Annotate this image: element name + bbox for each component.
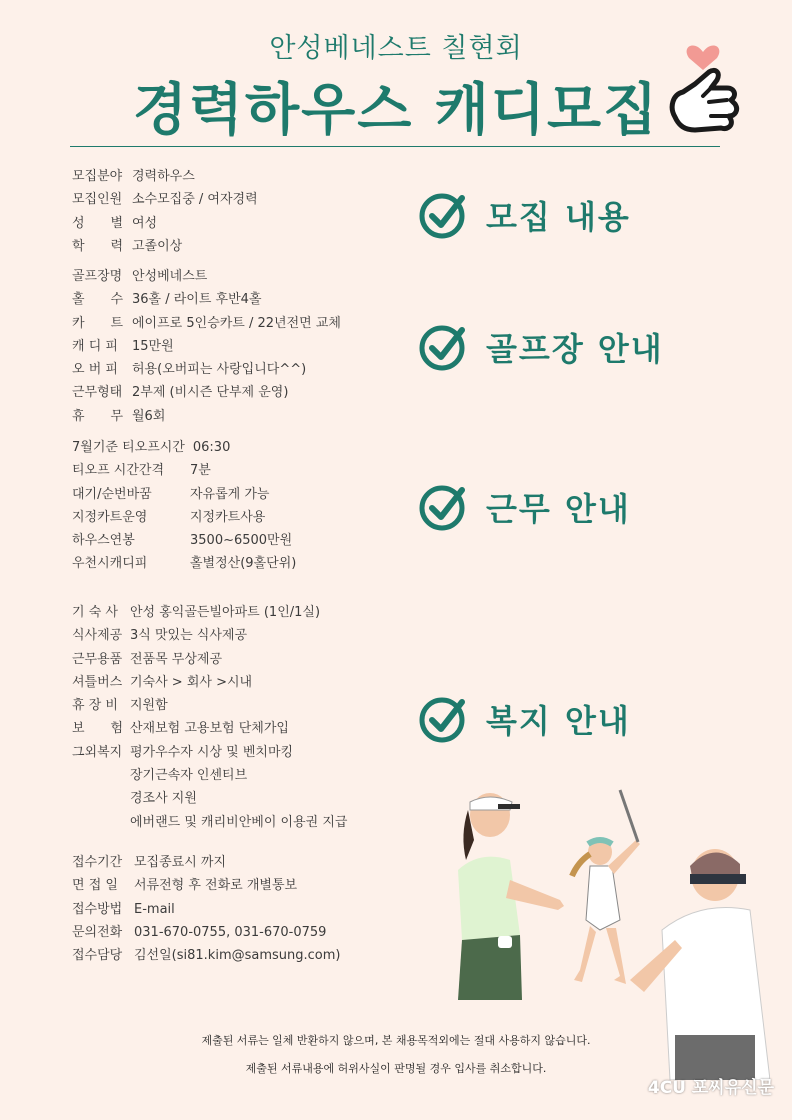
list-item: 셔틀버스 기숙사 > 회사 >시내 <box>72 674 253 690</box>
apply-info-list <box>72 851 340 967</box>
list-item: 경조사 지원 <box>130 791 197 807</box>
page-subtitle: 안성베네스트 칠현회 <box>269 33 523 64</box>
list-item: 모집인원 소수모집중 / 여자경력 <box>72 192 258 208</box>
section-heading-work: 근무 안내 <box>418 482 631 532</box>
list-item: 접수기간 모집종료시 까지 <box>72 855 227 870</box>
list-item: 근무형태 2부제 (비시즌 단부제 운영) <box>72 385 289 401</box>
list-item: 카 트 에이프로 5인승카트 / 22년전면 교체 <box>72 315 341 331</box>
notice-line: 제출된 서류내용에 허위사실이 판명될 경우 입사를 취소합니다. <box>245 1062 547 1075</box>
list-item: 모집분야 경력하우스 <box>72 169 195 184</box>
list-item: 홀 수 36홀 / 라이트 후반4홀 <box>72 292 262 308</box>
section-heading-recruit: 모집 내용 <box>418 190 631 240</box>
notice-line: 제출된 서류는 일체 반환하지 않으며, 본 채용목적외에는 절대 사용하지 않습니다. <box>201 1034 591 1047</box>
list-item: 캐 디 피 15만원 <box>72 338 174 354</box>
list-item: 우천시캐디피 홀별정산(9홀단위) <box>72 556 297 572</box>
title-rule <box>70 146 720 147</box>
list-item: 접수방법 E-mail <box>72 901 175 917</box>
list-item: 휴 장 비 지원함 <box>72 698 168 714</box>
list-item: 지정카트운영 지정카트사용 <box>72 509 266 525</box>
list-item: 에버랜드 및 캐리비안베이 이용권 지급 <box>130 814 348 830</box>
welfare-info-list <box>72 601 347 834</box>
work-info-list <box>72 436 296 576</box>
list-item: 면 접 일 서류전형 후 전화로 개별통보 <box>72 878 298 894</box>
list-item: 학 력 고졸이상 <box>72 238 183 254</box>
section-heading-welfare: 복지 안내 <box>418 694 631 744</box>
list-item: 접수담당 김선일(si81.kim@samsung.com) <box>72 948 341 964</box>
page-title: 경력하우스 캐디모집 <box>132 78 660 143</box>
list-item: 하우스연봉 3500~6500만원 <box>72 533 293 549</box>
list-item: 오 버 피 허용(오버피는 사랑입니다^^) <box>72 362 307 378</box>
list-item: 티오프 시간간격 7분 <box>72 463 211 479</box>
watermark-logo: 4CU 포씨유신문 <box>647 1078 774 1098</box>
check-circle-icon <box>418 190 468 240</box>
list-item: 7월기준 티오프시간 06:30 <box>72 440 231 455</box>
section-heading-golf: 골프장 안내 <box>418 322 664 372</box>
list-item: 성 별 여성 <box>72 215 158 231</box>
list-item: 문의전화 031-670-0755, 031-670-0759 <box>72 924 327 940</box>
check-circle-icon <box>418 482 468 532</box>
recruit-list <box>72 165 258 258</box>
list-item: 식사제공 3식 맛있는 식사제공 <box>72 628 247 644</box>
list-item: 장기근속자 인센티브 <box>130 768 248 784</box>
check-circle-icon <box>418 322 468 372</box>
list-item: 휴 무 월6회 <box>72 408 166 424</box>
check-circle-icon <box>418 694 468 744</box>
list-item: 그외복지 평가우수자 시상 및 벤치마킹 <box>72 744 294 760</box>
heart-hand-icon <box>665 22 745 142</box>
list-item: 대기/순번바꿈 자유롭게 가능 <box>72 486 270 502</box>
list-item: 근무용품 전품목 무상제공 <box>72 651 223 667</box>
golf-info-list <box>72 265 341 428</box>
list-item: 보 험 산재보험 고용보험 단체가입 <box>72 721 289 737</box>
list-item: 골프장명 안성베네스트 <box>72 269 208 284</box>
list-item: 기 숙 사 안성 홍익골든빌아파트 (1인/1실) <box>72 605 321 620</box>
